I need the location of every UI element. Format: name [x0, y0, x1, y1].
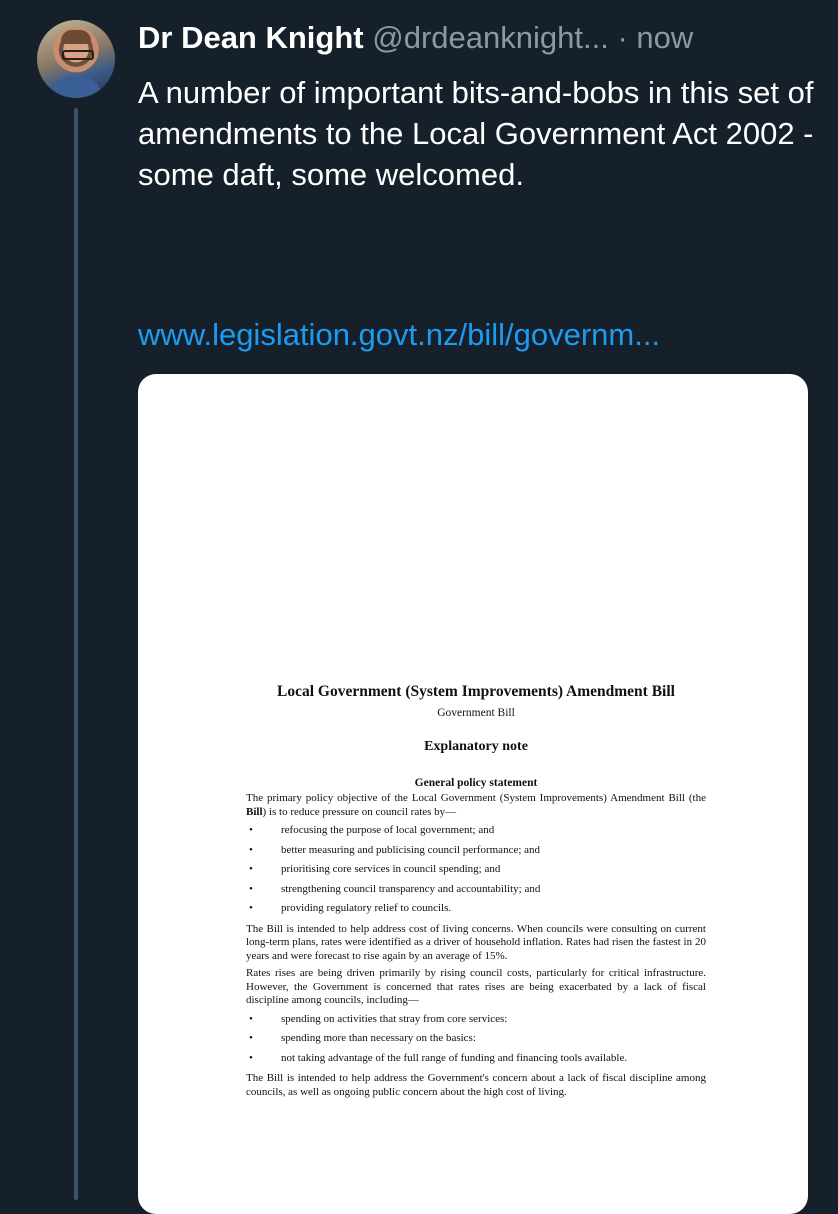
paragraph: The Bill is intended to help address cost of living concerns. When councils were consulting on current long-term plans, rates were identified as a driver of household inflation. Rates had risen the fastest in 20 years and were forecast to rise again by an average of 15%.: [246, 922, 706, 962]
tweet-link[interactable]: www.legislation.govt.nz/bill/governm...: [138, 317, 661, 352]
list-item-text: not taking advantage of the full range of funding and financing tools available.: [281, 1051, 628, 1064]
bullet: •: [249, 863, 253, 875]
author-handle[interactable]: @drdeanknight...: [372, 20, 609, 55]
list-item: [246, 1049, 706, 1069]
objectives-list: [246, 821, 706, 919]
document-subtitle: Government Bill: [437, 707, 515, 719]
attached-document-image[interactable]: [138, 374, 808, 1214]
bullet: •: [249, 902, 253, 914]
list-item: [246, 1029, 706, 1049]
document-title: Local Government (System Improvements) Amendment Bill: [277, 683, 675, 700]
tweet-timestamp[interactable]: now: [636, 20, 694, 55]
list-item-text: providing regulatory relief to councils.: [281, 902, 452, 914]
tweet-header: [138, 18, 818, 58]
intro-text-end: ) is to reduce pressure on council rates by—: [262, 805, 457, 818]
author-name[interactable]: Dr Dean Knight: [138, 20, 364, 55]
bullet: •: [249, 1012, 253, 1025]
bullet: •: [249, 824, 253, 836]
thread-line: [74, 108, 78, 1200]
list-item-text: better measuring and publicising council performance; and: [281, 843, 541, 856]
intro-paragraph: [246, 792, 706, 819]
list-item: [246, 860, 706, 880]
list-item: [246, 821, 706, 841]
bullet: •: [249, 843, 253, 856]
intro-bold-term: Bill: [246, 805, 263, 818]
bullet: •: [249, 1051, 253, 1064]
list-item-text: spending more than necessary on the basics:: [281, 1032, 476, 1044]
list-item: [246, 899, 706, 919]
document-page: [246, 682, 706, 1099]
avatar-shirt: [51, 76, 101, 98]
list-item-text: refocusing the purpose of local government; and: [281, 824, 495, 836]
concerns-list: [246, 1010, 706, 1069]
paragraph: Rates rises are being driven primarily by rising council costs, particularly for critical infrastructure. However, the Government is concerned that rates rises are being exacerbated by a lack of fiscal discipline among councils, including—: [246, 967, 706, 1006]
intro-text: The primary policy objective of the Local Government (System Improvements) Amendment Bill (the: [246, 792, 706, 804]
list-item-text: spending on activities that stray from core services:: [281, 1012, 508, 1025]
separator-dot: ·: [617, 20, 628, 55]
list-item: [246, 841, 706, 861]
paragraph: The Bill is intended to help address the Government's concern about a lack of fiscal discipline among councils, as well as ongoing public concern about the high cost of living.: [246, 1072, 706, 1098]
bullet: •: [249, 882, 253, 895]
list-item: [246, 880, 706, 900]
section-heading: General policy statement: [414, 777, 538, 789]
bullet: •: [249, 1032, 253, 1044]
avatar-glasses: [62, 50, 94, 60]
author-avatar[interactable]: [37, 20, 115, 98]
explanatory-note-heading: Explanatory note: [424, 739, 528, 754]
list-item-text: strengthening council transparency and accountability; and: [281, 882, 541, 895]
avatar-hair: [61, 30, 91, 44]
tweet-text: A number of important bits-and-bobs in this set of amendments to the Local Government Act 2002 - some daft, some welcomed.: [138, 75, 814, 192]
list-item-text: prioritising core services in council spending; and: [281, 863, 501, 875]
list-item: [246, 1010, 706, 1030]
